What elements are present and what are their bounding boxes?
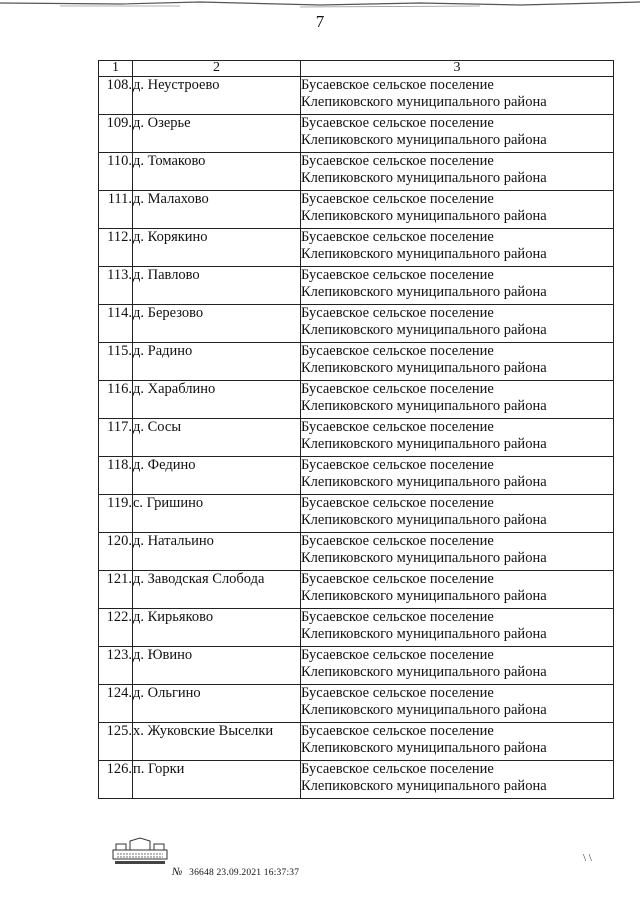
settlement-name: д. Заводская Слобода (133, 571, 301, 609)
settlement-name: д. Березово (133, 305, 301, 343)
municipality-line-2: Клепиковского муниципального района (301, 436, 547, 452)
row-number: 108. (99, 77, 133, 115)
table-row (99, 381, 614, 419)
municipality-line-2: Клепиковского муниципального района (301, 626, 547, 642)
municipality-cell (301, 457, 614, 495)
municipality-line-2: Клепиковского муниципального района (301, 246, 547, 262)
municipality-line-1: Бусаевское сельское поселение (301, 761, 494, 777)
municipality-line-1: Бусаевское сельское поселение (301, 723, 494, 739)
row-number: 112. (99, 229, 133, 267)
registration-number-timestamp: 36648 23.09.2021 16:37:37 (189, 868, 300, 878)
table-row (99, 723, 614, 761)
table-row (99, 495, 614, 533)
row-number: 114. (99, 305, 133, 343)
settlement-name: д. Кирьяково (133, 609, 301, 647)
table-row (99, 153, 614, 191)
municipality-cell (301, 305, 614, 343)
settlement-name: д. Малахово (133, 191, 301, 229)
settlement-name: с. Гришино (133, 495, 301, 533)
municipality-line-2: Клепиковского муниципального района (301, 322, 547, 338)
row-number: 109. (99, 115, 133, 153)
settlement-name: д. Павлово (133, 267, 301, 305)
municipality-cell (301, 191, 614, 229)
municipality-cell (301, 77, 614, 115)
settlement-name: д. Федино (133, 457, 301, 495)
corner-handwritten-mark: \ \ (583, 852, 592, 864)
settlement-name: д. Радино (133, 343, 301, 381)
municipality-cell (301, 267, 614, 305)
column-header-settlement: 2 (133, 61, 301, 77)
settlement-name: д. Натальино (133, 533, 301, 571)
municipality-line-1: Бусаевское сельское поселение (301, 115, 494, 131)
row-number: 117. (99, 419, 133, 457)
registration-note (172, 866, 299, 878)
row-number: 119. (99, 495, 133, 533)
table-header-row (99, 61, 614, 77)
table-row (99, 533, 614, 571)
municipality-line-1: Бусаевское сельское поселение (301, 191, 494, 207)
municipality-cell (301, 343, 614, 381)
row-number: 123. (99, 647, 133, 685)
municipality-cell (301, 685, 614, 723)
table-row (99, 77, 614, 115)
municipality-line-1: Бусаевское сельское поселение (301, 647, 494, 663)
table-row (99, 647, 614, 685)
row-number: 111. (99, 191, 133, 229)
row-number: 116. (99, 381, 133, 419)
table-row (99, 191, 614, 229)
municipality-cell (301, 153, 614, 191)
settlement-name: д. Озерье (133, 115, 301, 153)
municipality-line-2: Клепиковского муниципального района (301, 702, 547, 718)
municipality-line-2: Клепиковского муниципального района (301, 588, 547, 604)
registry-stamp-graphic (112, 836, 168, 866)
municipality-line-1: Бусаевское сельское поселение (301, 457, 494, 473)
municipality-cell (301, 609, 614, 647)
table-row (99, 343, 614, 381)
municipality-line-2: Клепиковского муниципального района (301, 550, 547, 566)
municipality-cell (301, 115, 614, 153)
row-number: 115. (99, 343, 133, 381)
municipality-line-1: Бусаевское сельское поселение (301, 267, 494, 283)
table-row (99, 609, 614, 647)
municipality-line-1: Бусаевское сельское поселение (301, 571, 494, 587)
municipality-line-1: Бусаевское сельское поселение (301, 419, 494, 435)
table-row (99, 229, 614, 267)
settlement-name: х. Жуковские Выселки (133, 723, 301, 761)
municipality-line-2: Клепиковского муниципального района (301, 778, 547, 794)
municipality-line-1: Бусаевское сельское поселение (301, 495, 494, 511)
municipality-line-1: Бусаевское сельское поселение (301, 153, 494, 169)
municipality-line-1: Бусаевское сельское поселение (301, 685, 494, 701)
municipality-cell (301, 495, 614, 533)
column-header-number: 1 (99, 61, 133, 77)
table-row (99, 419, 614, 457)
settlement-name: д. Ювино (133, 647, 301, 685)
row-number: 118. (99, 457, 133, 495)
column-header-municipality: 3 (301, 61, 614, 77)
municipality-line-2: Клепиковского муниципального района (301, 170, 547, 186)
municipality-cell (301, 229, 614, 267)
row-number: 125. (99, 723, 133, 761)
settlement-name: д. Сосы (133, 419, 301, 457)
municipality-line-2: Клепиковского муниципального района (301, 94, 547, 110)
row-number: 122. (99, 609, 133, 647)
settlement-name: д. Ольгино (133, 685, 301, 723)
settlement-name: д. Корякино (133, 229, 301, 267)
settlement-name: п. Горки (133, 761, 301, 799)
municipality-line-2: Клепиковского муниципального района (301, 208, 547, 224)
row-number: 110. (99, 153, 133, 191)
municipality-line-2: Клепиковского муниципального района (301, 664, 547, 680)
municipality-line-2: Клепиковского муниципального района (301, 360, 547, 376)
municipality-line-1: Бусаевское сельское поселение (301, 381, 494, 397)
settlements-table (98, 60, 614, 799)
settlement-name: д. Хараблино (133, 381, 301, 419)
municipality-line-2: Клепиковского муниципального района (301, 512, 547, 528)
registration-number-sign: № (172, 866, 183, 878)
municipality-cell (301, 571, 614, 609)
municipality-line-2: Клепиковского муниципального района (301, 740, 547, 756)
table-row (99, 685, 614, 723)
settlement-name: д. Неустроево (133, 77, 301, 115)
municipality-cell (301, 761, 614, 799)
row-number: 126. (99, 761, 133, 799)
table-row (99, 305, 614, 343)
row-number: 121. (99, 571, 133, 609)
scan-edge-artifact (0, 0, 640, 8)
table-row (99, 457, 614, 495)
municipality-line-2: Клепиковского муниципального района (301, 284, 547, 300)
municipality-line-1: Бусаевское сельское поселение (301, 305, 494, 321)
municipality-line-2: Клепиковского муниципального района (301, 132, 547, 148)
municipality-cell (301, 647, 614, 685)
municipality-cell (301, 419, 614, 457)
page-number: 7 (315, 12, 325, 31)
municipality-cell (301, 723, 614, 761)
row-number: 113. (99, 267, 133, 305)
settlement-name: д. Томаково (133, 153, 301, 191)
municipality-cell (301, 533, 614, 571)
municipality-line-1: Бусаевское сельское поселение (301, 77, 494, 93)
municipality-line-2: Клепиковского муниципального района (301, 474, 547, 490)
row-number: 124. (99, 685, 133, 723)
municipality-line-1: Бусаевское сельское поселение (301, 229, 494, 245)
row-number: 120. (99, 533, 133, 571)
municipality-line-1: Бусаевское сельское поселение (301, 343, 494, 359)
municipality-line-1: Бусаевское сельское поселение (301, 533, 494, 549)
table-row (99, 267, 614, 305)
table-row (99, 571, 614, 609)
municipality-cell (301, 381, 614, 419)
table-row (99, 115, 614, 153)
table-row (99, 761, 614, 799)
municipality-line-1: Бусаевское сельское поселение (301, 609, 494, 625)
municipality-line-2: Клепиковского муниципального района (301, 398, 547, 414)
